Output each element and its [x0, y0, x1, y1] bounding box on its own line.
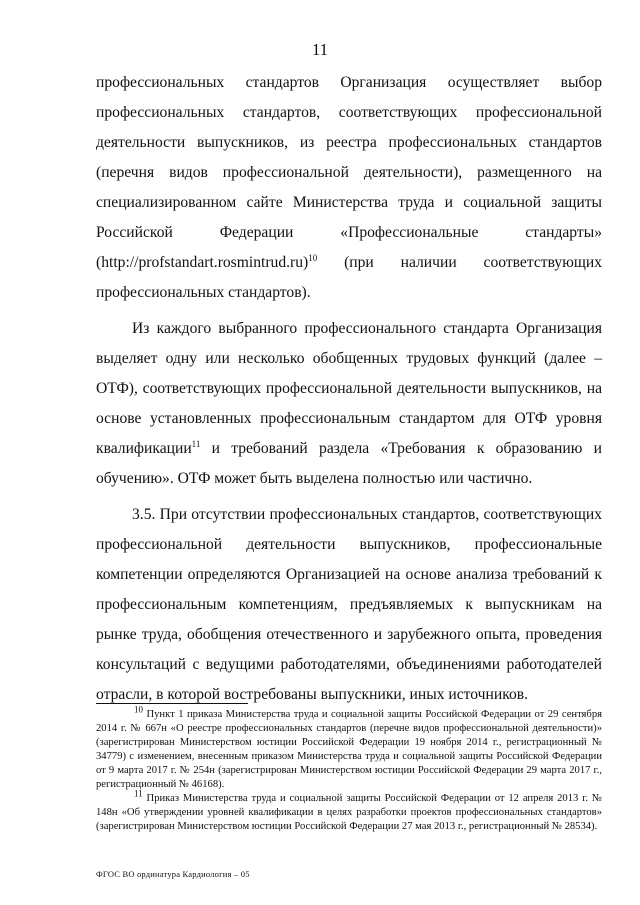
paragraph-3: 3.5. При отсутствии профессиональных стандартов, соответствующих профессиональной деятельности выпускников, профессиональные компетенции определяются Организацией на основе анализа требований к профессиональным компетенциям, предъявляемых к выпускникам на рынке труда, обобщения отечественного и зарубежного опыта, проведения консультаций с ведущими работодателями, объединениями работодателей отрасли, в которой востребованы выпускники, иных источников.: [96, 506, 602, 703]
body-text: [96, 68, 602, 716]
page-number: 11: [311, 40, 329, 59]
footnote-ref-10[interactable]: 10: [308, 252, 318, 263]
paragraph-1-text-continued: (при наличии соответствующих профессиональных стандартов).: [96, 254, 602, 301]
footnote-ref-11[interactable]: 11: [191, 438, 201, 449]
footnote-10: [96, 704, 602, 792]
footnote-11-text: Приказ Министерства труда и социальной защиты Российской Федерации от 12 апреля 2013 г. № 148н «Об утверждении уровней квалификации в целях разработки проектов профессиональных стандартов» (зарегистрирован Министерством юстиции Российской Федерации 27 мая 2013 г., регистрационный № 28534).: [96, 793, 602, 832]
paragraph-1-text: профессиональных стандартов Организация осуществляет выбор профессиональных стандартов, соответствующих профессиональной деятельности выпускников, из реестра профессиональных стандартов (перечня видов профессиональной деятельности), размещенного на специализированном сайте Министерства труда и социальной защиты Российской Федерации «Профессиональные стандарты» (http://profstandart.rosmintrud.ru): [96, 74, 602, 271]
paragraph-2-text-continued: и требований раздела «Требования к образованию и обучению». ОТФ может быть выделена полностью или частично.: [96, 440, 602, 487]
paragraph-2: [96, 314, 602, 494]
footnote-11: [96, 788, 602, 834]
footnote-mark-11: 11: [134, 788, 143, 799]
footnotes: [96, 704, 602, 834]
footnote-mark-10: 10: [134, 704, 143, 715]
paragraph-2-text: Из каждого выбранного профессионального стандарта Организация выделяет одну или несколько обобщенных трудовых функций (далее – ОТФ), соответствующих профессиональной деятельности выпускников, на основе установленных профессиональным стандартом для ОТФ уровня квалификации: [96, 320, 602, 457]
paragraph-1: [96, 68, 602, 308]
footnote-10-text: Пункт 1 приказа Министерства труда и социальной защиты Российской Федерации от 29 сентября 2014 г. № 667н «О реестре профессиональных стандартов (перечне видов профессиональной деятельности)» (зарегистрирован Министерством юстиции Российской Федерации 19 ноября 2014 г., регистрационный № 34779) с изменением, внесенным приказом Министерства труда и социальной защиты Российской Федерации от 9 марта 2017 г. № 254н (зарегистрирован Министерством юстиции Российской Федерации 29 марта 2017 г., регистрационный № 46168).: [96, 709, 602, 790]
page-footer: ФГОС ВО ординатура Кардиология – 05: [96, 869, 250, 879]
footnote-divider: [96, 703, 248, 704]
